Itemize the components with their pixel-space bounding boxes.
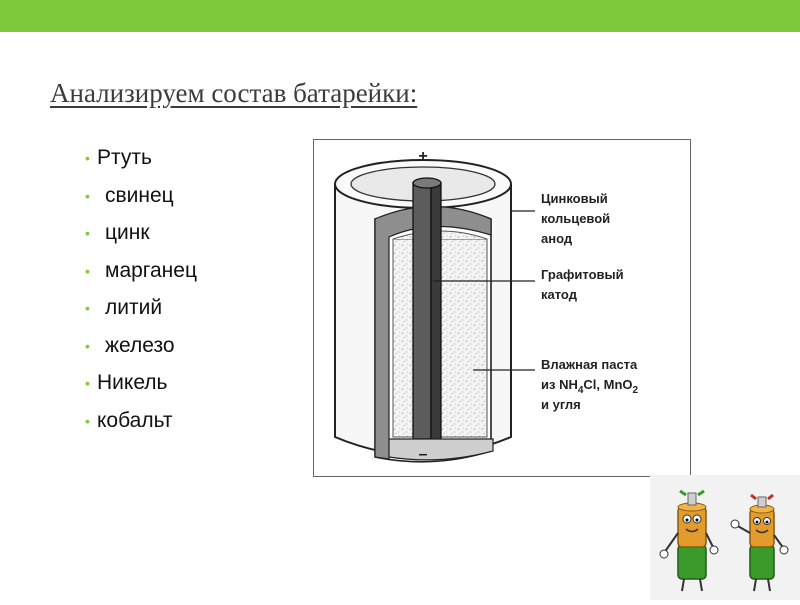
list-item xyxy=(85,332,197,370)
plus-terminal-label: + xyxy=(418,148,428,165)
list-item xyxy=(85,144,197,182)
bullet-text: литий xyxy=(105,296,163,319)
bullet-text: свинец xyxy=(105,183,174,207)
bullet-text: Ртуть xyxy=(97,146,152,169)
list-item xyxy=(85,219,197,257)
paste-label-line1: Влажная паста xyxy=(541,357,638,372)
list-item xyxy=(85,294,197,332)
anode-label-line3: анод xyxy=(541,231,573,246)
bullet-text: цинк xyxy=(105,221,150,244)
minus-terminal-label: – xyxy=(418,446,428,463)
cathode-label-line2: катод xyxy=(541,287,577,302)
top-accent-bar xyxy=(0,0,800,32)
bullet-icon: • xyxy=(85,150,90,166)
paste-label-line2: из $NH_4Cl$, MnO$_2$ xyxy=(541,377,639,396)
cathode-label-line1: Графитовый xyxy=(541,267,624,282)
anode-label-line1: Цинковый xyxy=(541,191,608,206)
bullet-icon: • xyxy=(85,375,90,391)
bullet-icon: • xyxy=(85,262,90,279)
bullet-text: марганец xyxy=(105,258,197,282)
slide-title: Анализируем состав батарейки: xyxy=(50,78,418,108)
anode-label-line2: кольцевой xyxy=(541,211,611,226)
bullet-icon: • xyxy=(85,337,90,354)
paste-label-line3: и угля xyxy=(541,397,581,412)
bullet-icon: • xyxy=(85,225,90,241)
list-item xyxy=(85,257,197,295)
battery-mascots-image xyxy=(650,475,800,600)
bullet-icon: • xyxy=(85,187,90,204)
battery-diagram xyxy=(313,139,691,477)
mascot-left xyxy=(660,491,718,591)
bullet-text: Никель xyxy=(97,371,168,394)
battery-cutaway xyxy=(335,160,511,462)
list-item xyxy=(85,407,197,445)
bullet-icon: • xyxy=(85,300,90,316)
battery-mascots-illustration xyxy=(650,475,800,600)
mascot-right xyxy=(731,495,788,591)
bullet-text: железо xyxy=(105,333,175,357)
battery-diagram-svg xyxy=(313,139,691,477)
list-item xyxy=(85,182,197,220)
bullet-text: кобальт xyxy=(97,408,173,432)
bullet-list xyxy=(85,144,197,444)
bullet-icon: • xyxy=(85,412,90,429)
list-item xyxy=(85,369,197,407)
